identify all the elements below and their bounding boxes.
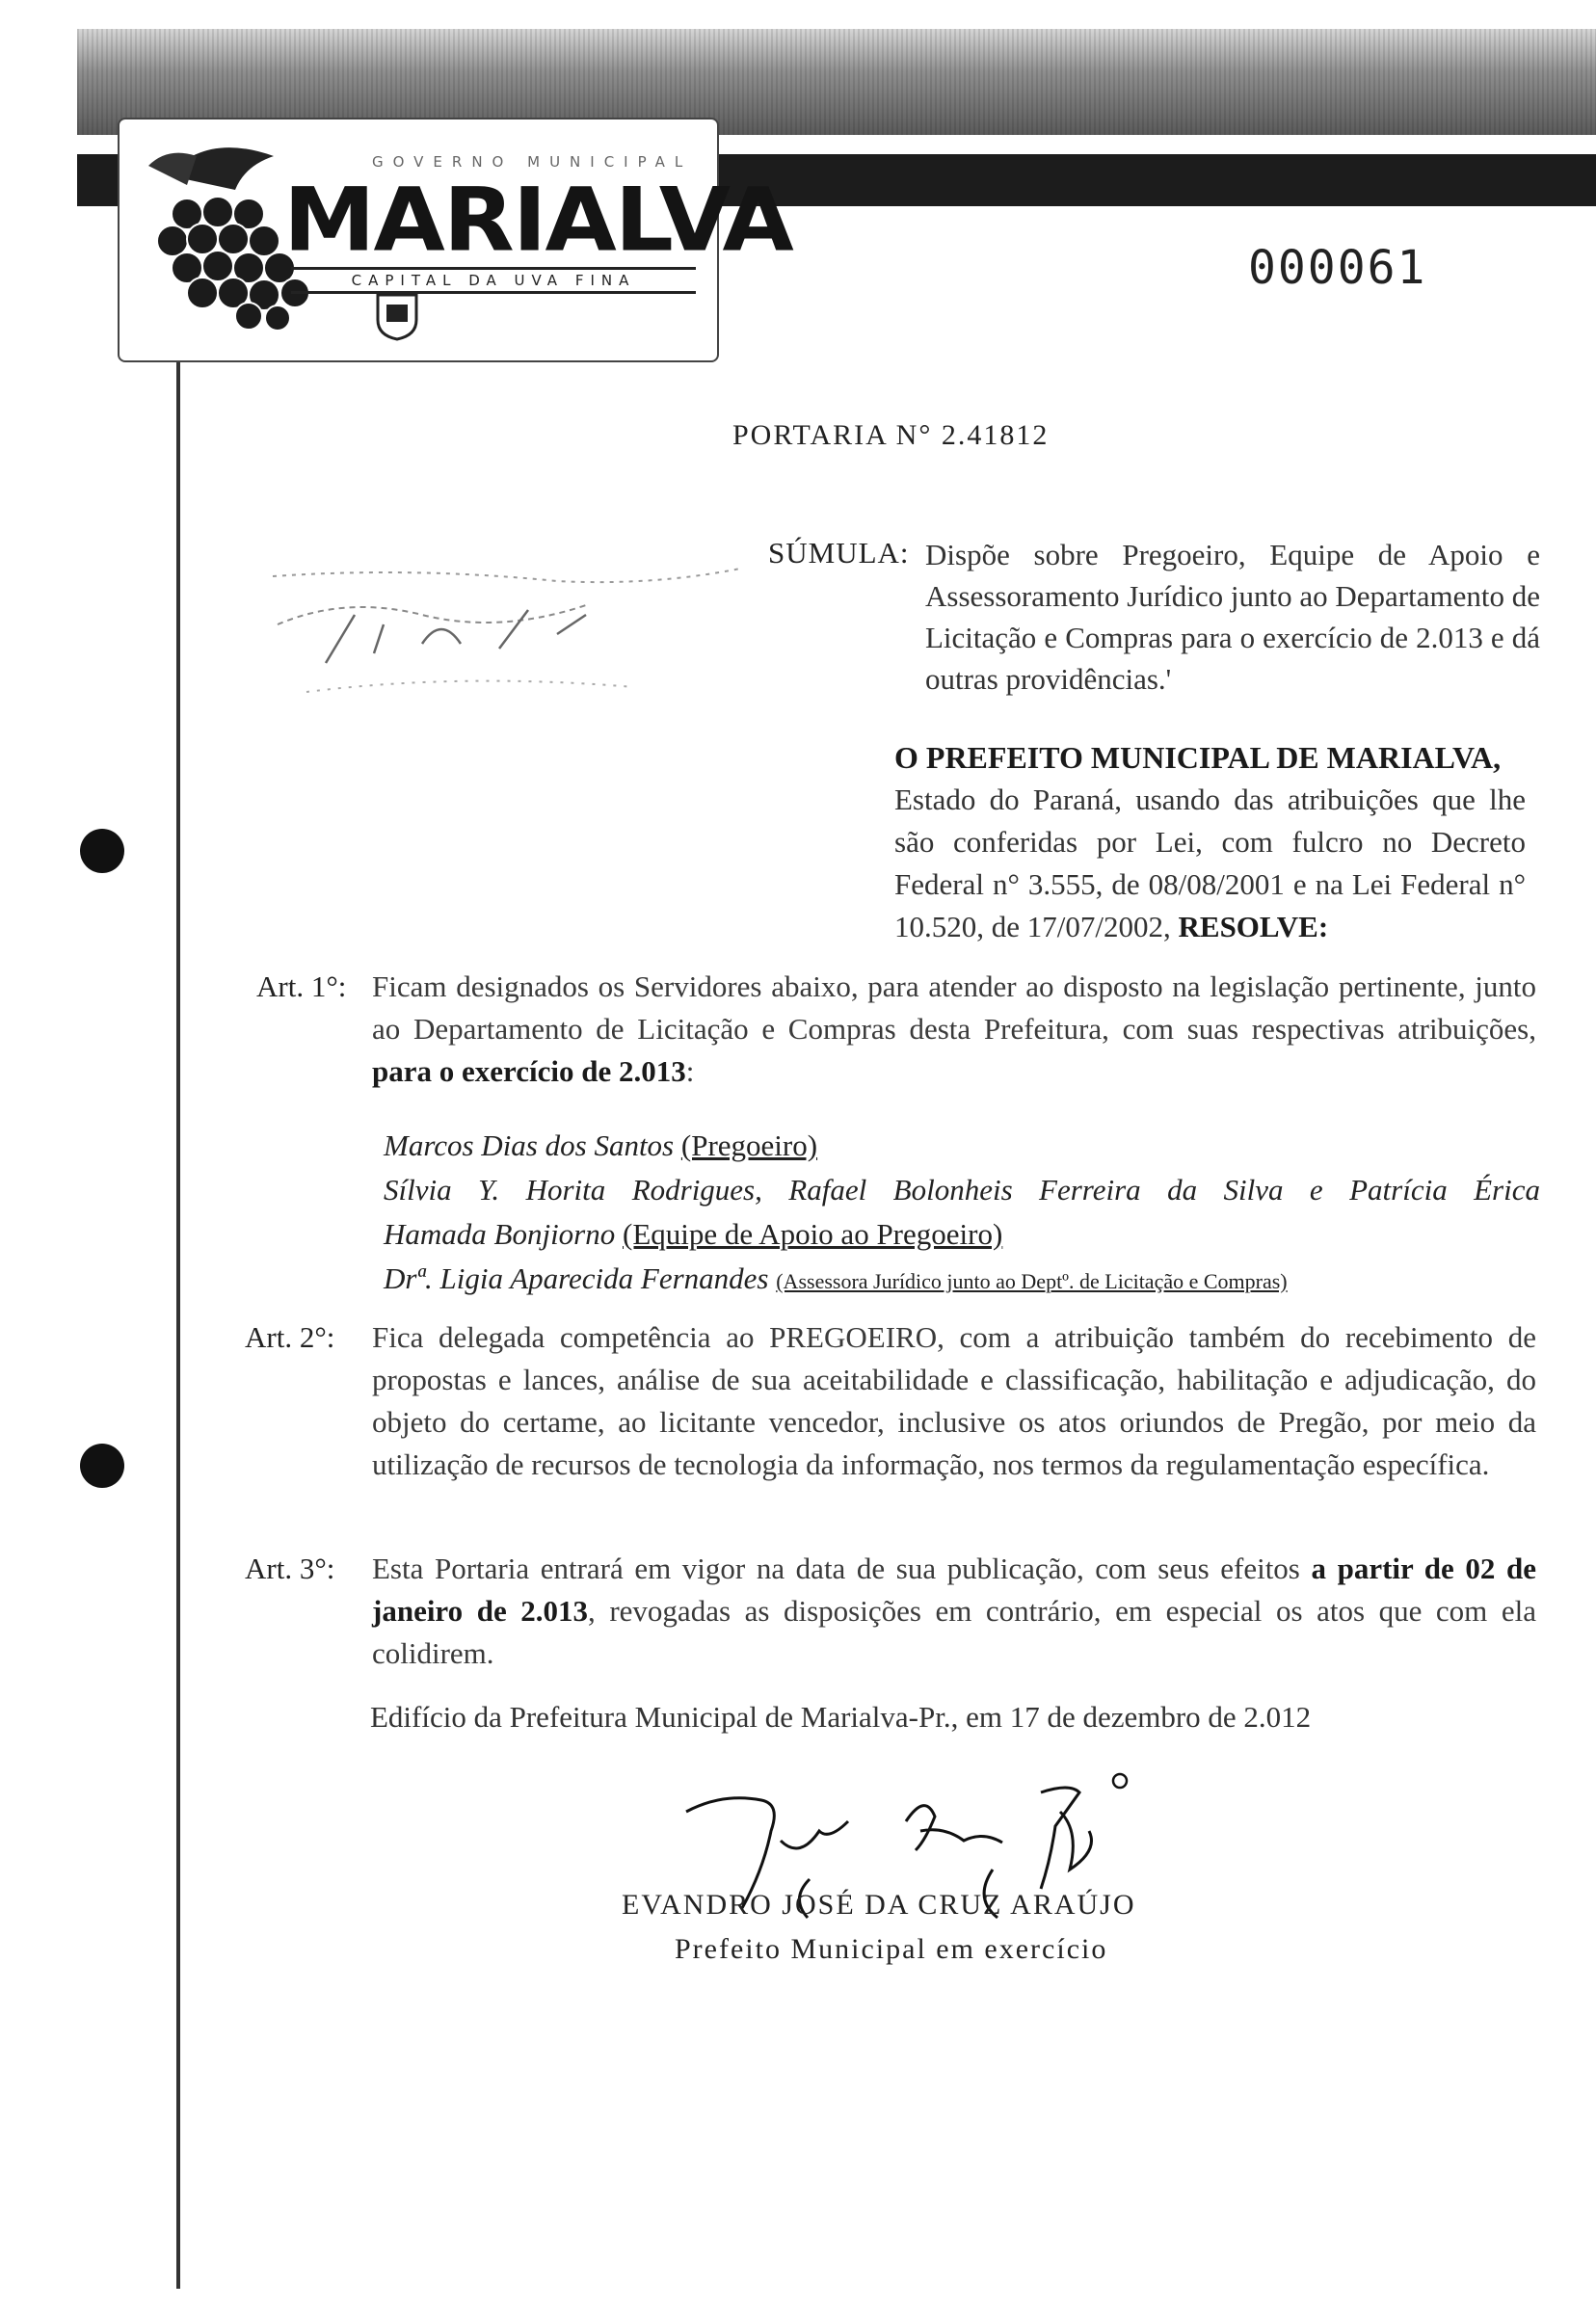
article-3-label: Art. 3°: (245, 1552, 335, 1585)
designated-servers (384, 1124, 1540, 1304)
logo-name: MARIALVA (283, 168, 792, 272)
article-1-text: Ficam designados os Servidores abaixo, para atender ao disposto na legislação pertinente, junto ao Departamento de Licitação e Compras desta Prefeitura, com suas respectivas atribuições, (372, 969, 1536, 1046)
punch-hole (80, 1444, 124, 1488)
equipe-names-line1: Sílvia Y. Horita Rodrigues, Rafael Bolonheis Ferreira da Silva e Patrícia Érica (384, 1173, 1540, 1207)
equipe-names-line2: Hamada Bonjiorno (384, 1217, 616, 1251)
closing-place-date: Edifício da Prefeitura Municipal de Marialva-Pr., em 17 de dezembro de 2.012 (370, 1700, 1312, 1734)
juridico-name: Drª. Ligia Aparecida Fernandes (384, 1261, 769, 1295)
juridico-role: (Assessora Jurídico junto ao Deptº. de Licitação e Compras) (776, 1269, 1288, 1293)
prefeito-text: Estado do Paraná, usando das atribuições que lhe são conferidas por Lei, com fulcro no Decreto Federal n° 3.555, de 08/08/2001 e na Lei Federal n° 10.520, de 17/07/2002, (894, 783, 1526, 943)
sumula-text: Dispõe sobre Pregoeiro, Equipe de Apoio e Assessoramento Jurídico junto ao Departamento de Licitação e Compras para o exercício de 2.013 e dá outras providências.' (925, 538, 1540, 696)
margin-rule (176, 361, 180, 2289)
logo-govern-text: GOVERNO MUNICIPAL (372, 153, 693, 171)
prefeito-heading: O PREFEITO MUNICIPAL DE MARIALVA, (894, 740, 1502, 775)
protocol-stamp (268, 557, 750, 711)
article-3-body (372, 1548, 1536, 1675)
article-3-text: Esta Portaria entrará em vigor na data de sua publicação, com seus efeitos (372, 1552, 1300, 1585)
municipality-logo (118, 118, 792, 362)
prefeito-preamble (894, 736, 1526, 948)
document-number: 000061 (1248, 241, 1427, 295)
server-line-equipe (384, 1212, 1540, 1257)
pregoeiro-role: (Pregoeiro) (680, 1128, 818, 1162)
page-title: PORTARIA N° 2.41812 (732, 419, 1050, 451)
signer-role: Prefeito Municipal em exercício (675, 1933, 1108, 1965)
server-line-pregoeiro (384, 1124, 1540, 1168)
pregoeiro-name: Marcos Dias dos Santos (384, 1128, 675, 1162)
resolve-word: RESOLVE: (1178, 910, 1329, 943)
article-3-end: , revogadas as disposições em contrário, em especial os atos que com ela colidirem. (372, 1594, 1536, 1670)
article-2-body: Fica delegada competência ao PREGOEIRO, com a atribuição também do recebimento de propostas e lances, análise de sua aceitabilidade e classificação, habilitação e adjudicação, do objeto do certame, ao licitante vencedor, inclusive os atos oriundos de Pregão, por meio da utilização de recursos de tecnologia da informação, nos termos da regulamentação específica. (372, 1320, 1536, 1481)
article-3-bold: a partir de 02 de janeiro de 2.013 (372, 1552, 1537, 1628)
equipe-role: (Equipe de Apoio ao Pregoeiro) (623, 1217, 1003, 1251)
sumula-label: SÚMULA: (768, 536, 910, 570)
signer-name: EVANDRO JOSÉ DA CRUZ ARAÚJO (622, 1889, 1136, 1921)
article-1-end: : (685, 1054, 695, 1088)
article-1-label: Art. 1°: (256, 969, 347, 1003)
article-2-label: Art. 2°: (245, 1320, 335, 1354)
logo-tagline: CAPITAL DA UVA FINA (291, 267, 696, 294)
server-line-juridico (384, 1257, 1540, 1304)
crest-icon (375, 291, 419, 341)
punch-hole (80, 829, 124, 873)
article-1-bold: para o exercício de 2.013 (372, 1054, 686, 1088)
article-1-body (372, 966, 1536, 1093)
